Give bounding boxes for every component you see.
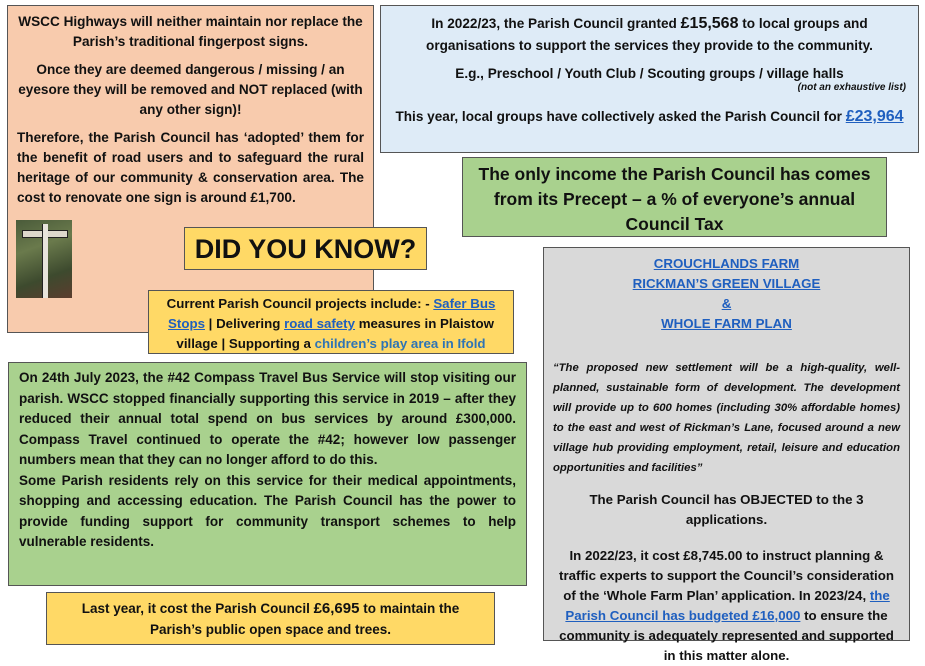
heading-crouchlands-farm[interactable]: CROUCHLANDS FARM xyxy=(653,256,800,271)
development-quote: “The proposed new settlement will be a high-quality, well-planned, sustainable form of development. The development will provide up to 600 homes (including 30% affordable homes) to the east and west of Rickman’s Lane, focused around a new village hub providing employment, retail, leisure and education opportunities and facilities” xyxy=(553,362,900,474)
bus-text-2: Some Parish residents rely on this service for their medical appointments, shopping and accessing education. The Parish Council has the power to provide funding support for community transport schemes to help vulnerable residents. xyxy=(19,472,516,549)
fingerpost-sign-photo xyxy=(16,220,72,298)
open-space-cost-text: Last year, it cost the Parish Council £6,695 to maintain the Parish’s public open space and trees. xyxy=(81,600,460,637)
budget-link[interactable]: the Parish Council has budgeted £16,000 xyxy=(565,588,890,623)
fingerpost-text-1: WSCC Highways will neither maintain nor replace the Parish’s traditional fingerpost signs. xyxy=(18,14,363,49)
fingerpost-panel xyxy=(7,5,374,333)
play-area-text: children’s play area in Ifold xyxy=(314,336,486,351)
grants-examples: E.g., Preschool / Youth Club / Scouting groups / village halls xyxy=(455,66,844,81)
requested-amount-link[interactable]: £23,964 xyxy=(845,108,904,125)
open-space-cost-amount: £6,695 xyxy=(313,600,360,617)
grants-text: In 2022/23, the Parish Council granted £15,568 to local groups and organisations to support the services they provide to the community. xyxy=(426,15,873,53)
heading-ampersand[interactable]: & xyxy=(721,296,732,311)
grants-panel xyxy=(380,5,919,153)
crouchlands-panel xyxy=(543,247,910,663)
grants-note: (not an exhaustive list) xyxy=(797,82,906,93)
open-space-cost-panel xyxy=(46,592,495,645)
grants-requested-text: This year, local groups have collectively asked the Parish Council for £23,964 xyxy=(395,108,904,125)
objection-text: The Parish Council has OBJECTED to the 3 applications. xyxy=(589,492,864,527)
planning-cost-text: In 2022/23, it cost £8,745.00 to instruct planning & traffic experts to support the Council’s consideration of the ‘Whole Farm Plan’ application. In 2023/24, the Parish Council has budgeted £16,000 to ensure the community is adequately represented and supported in this matter alone. xyxy=(559,548,894,663)
heading-whole-farm-plan[interactable]: WHOLE FARM PLAN xyxy=(661,316,792,331)
income-text: The only income the Parish Council has comes from its Precept – a % of everyone’s annual Council Tax xyxy=(478,164,871,234)
projects-text: Current Parish Council projects include: - Safer Bus Stops | Delivering road safety measures in Plaistow village | Supporting a children’s play area in Ifold xyxy=(166,296,496,351)
crouchlands-headings[interactable] xyxy=(553,254,900,334)
did-you-know-title: DID YOU KNOW? xyxy=(184,227,427,270)
grants-amount: £15,568 xyxy=(680,15,739,32)
projects-panel xyxy=(148,290,514,354)
safer-bus-stops-link[interactable]: Safer Bus Stops xyxy=(168,296,496,331)
bus-text-1: On 24th July 2023, the #42 Compass Travel Bus Service will stop visiting our parish. WSCC stopped financially supporting this service in 2019 – after they reduced their annual total spend on bus services by around £300,000. Compass Travel continued to operate the #42; however low passenger numbers mean that they can no longer afford to do this. xyxy=(19,370,516,467)
bus-service-panel xyxy=(8,362,527,586)
income-panel xyxy=(462,157,887,237)
fingerpost-text-2: Once they are deemed dangerous / missing / an eyesore they will be removed and NOT replaced (with any other sign)! xyxy=(18,62,363,117)
road-safety-link[interactable]: road safety xyxy=(284,316,356,331)
heading-rickmans-green[interactable]: RICKMAN’S GREEN VILLAGE xyxy=(632,276,821,291)
fingerpost-text-3: Therefore, the Parish Council has ‘adopted’ them for the benefit of road users and to safeguard the rural heritage of our community & conservation area. The cost to renovate one sign is around £1,700. xyxy=(17,130,364,205)
